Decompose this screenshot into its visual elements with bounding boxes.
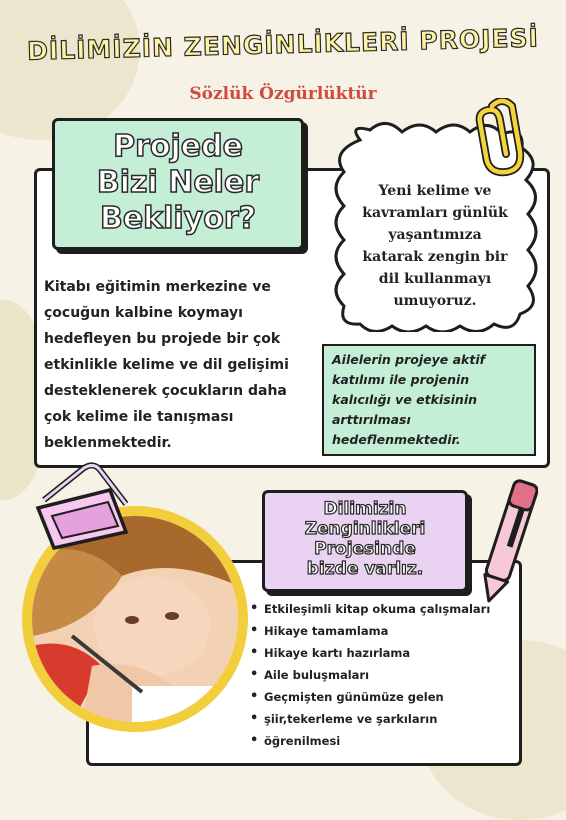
list-item: • Hikaye kartı hazırlama: [250, 642, 500, 664]
list-item: • Etkileşimli kitap okuma çalışmaları: [250, 598, 500, 620]
list-item: • Aile buluşmaları: [250, 664, 500, 686]
paperclip-icon: [474, 98, 530, 178]
participation-box: [262, 490, 468, 592]
list-item: • şiir,tekerleme ve şarkıların: [250, 708, 500, 730]
family-note-box: [322, 344, 536, 456]
participation-title: Dilimizin Zenginlikleri Projesinde bizde varlız.: [304, 499, 426, 579]
activities-list: [250, 598, 500, 752]
family-note-text: Ailelerin projeye aktif katılımı ile projenin kalıcılığı ve etkisinin arttırılması hedeflenmektedir.: [332, 352, 486, 447]
page-subtitle: Sözlük Özgürlüktür: [189, 84, 377, 104]
cloud-note-text: Yeni kelime ve kavramları günlük yaşantımıza katarak zengin bir dil kullanmayı umuyoruz.: [362, 183, 508, 309]
list-item: • Hikaye tamamlama: [250, 620, 500, 642]
page-title: DİLİMİZİN ZENGİNLİKLERİ PROJESİ: [26, 23, 540, 66]
intro-text: Kitabı eğitimin merkezine ve çocuğun kalbine koymayı hedefleyen bu projede bir çok etkinlikle kelime ve dil gelişimi desteklenerek çocukların daha çok kelime ile tanışması beklenmektedir.: [44, 279, 289, 451]
binder-clip-icon: [30, 460, 130, 550]
list-item: • Geçmişten günümüze gelen: [250, 686, 500, 708]
question-title: Projede Bizi Neler Bekliyor?: [96, 129, 260, 236]
pen-icon: [478, 472, 538, 612]
list-item: • öğrenilmesi: [250, 730, 500, 752]
question-box: [52, 118, 304, 250]
